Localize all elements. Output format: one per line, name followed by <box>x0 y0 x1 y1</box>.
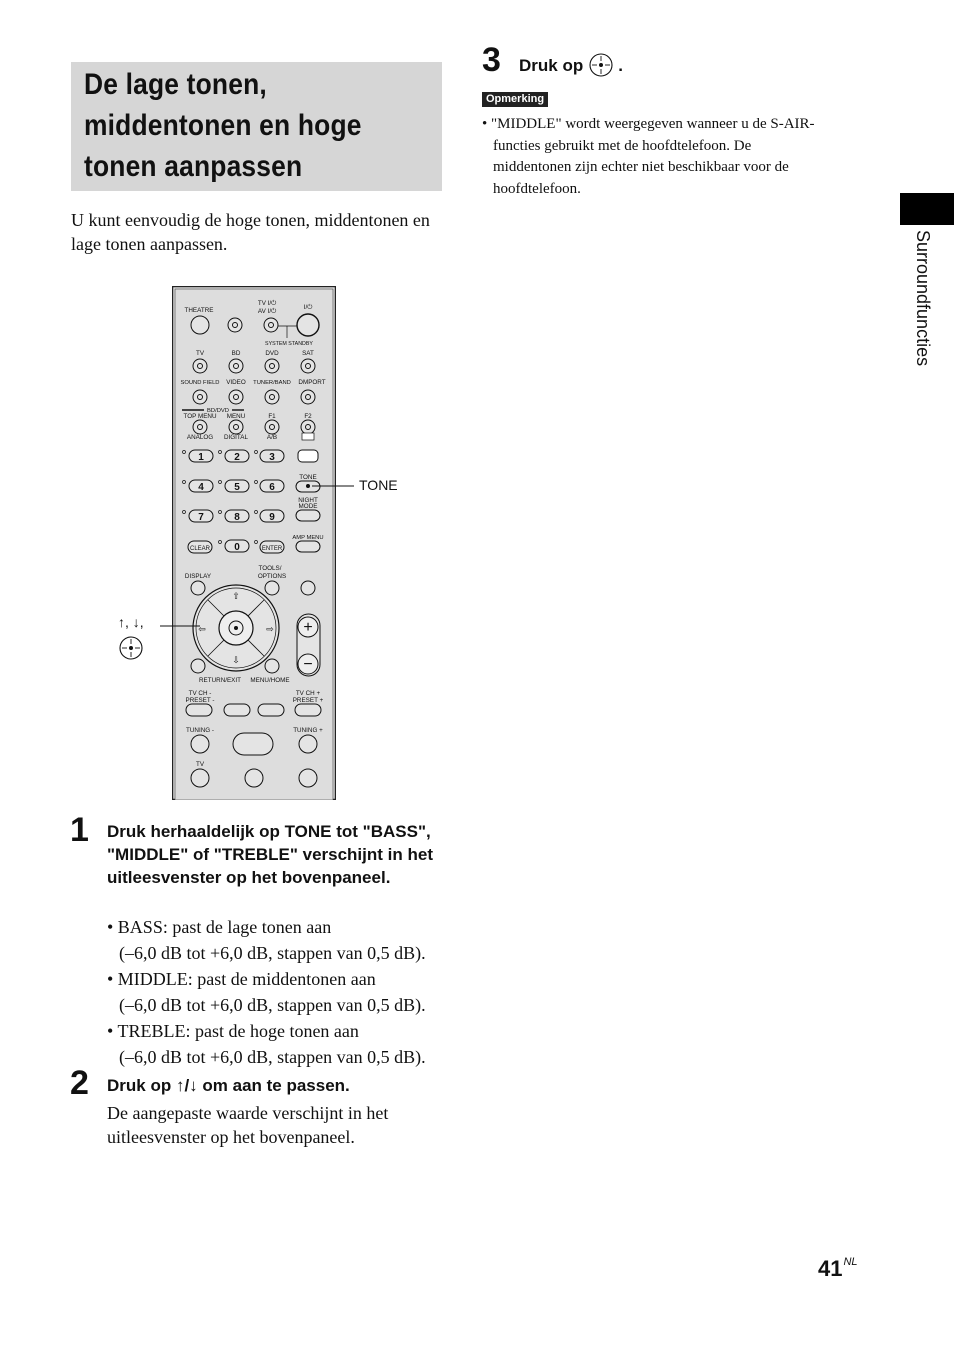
stop-button <box>299 769 317 787</box>
note-line-3: middentonen zijn echter niet beschikbaar voor de <box>493 159 789 175</box>
key-8: 8 <box>234 512 240 523</box>
label-sat: SAT <box>302 350 314 357</box>
bullet-middle-line1: • MIDDLE: past de middentonen aan <box>107 969 376 989</box>
label-tv-bottom: TV <box>195 761 205 768</box>
section-tab-text: Surroundfuncties <box>913 230 933 367</box>
label-tv: TV <box>195 350 205 357</box>
label-tv-power: TV I/⏻ <box>257 300 277 307</box>
label-digital: DIGITAL <box>223 434 249 441</box>
label-f1: F1 <box>268 413 276 420</box>
theatre-button <box>191 316 209 334</box>
label-analog: ANALOG <box>186 434 214 441</box>
f2-button <box>301 420 315 434</box>
page-title <box>84 64 392 187</box>
label-video: VIDEO <box>226 379 246 386</box>
bullet-bass-line1: • BASS: past de lage tonen aan <box>107 917 332 937</box>
key-7: 7 <box>198 512 204 523</box>
play-button <box>233 733 273 755</box>
rewind-button <box>191 735 209 753</box>
tv-mode-button <box>191 769 209 787</box>
label-tuning-minus: TUNING - <box>186 727 214 734</box>
bullet-treble <box>107 1019 467 1069</box>
label-tuning-plus: TUNING + <box>293 727 323 734</box>
bullet-treble-line2: (–6,0 dB tot +6,0 dB, stappen van 0,5 dB). <box>119 1047 426 1067</box>
tone-callout-label: TONE <box>359 477 398 493</box>
note-line-1: • "MIDDLE" wordt weergegeven wanneer u de S-AIR- <box>482 116 815 132</box>
dvd-button <box>265 359 279 373</box>
arrows-callout-label: ↑, ↓, <box>118 614 144 630</box>
step-1-number: 1 <box>70 811 89 849</box>
svg-text:⇧: ⇧ <box>232 591 240 601</box>
key-2: 2 <box>234 452 240 463</box>
label-dmport: DMPORT <box>298 379 326 386</box>
key-clear: CLEAR <box>189 546 211 552</box>
menu-button <box>229 420 243 434</box>
label-tv-ch-plus: TV CH + <box>295 690 321 697</box>
label-top-menu: TOP MENU <box>183 413 217 420</box>
key-9: 9 <box>269 512 275 523</box>
callout-lines <box>148 478 360 668</box>
step-1-heading: Druk herhaaldelijk op TONE tot "BASS", "MIDDLE" of "TREBLE" verschijnt in het uitleesvenster op het bovenpaneel. <box>107 822 433 887</box>
bullet-middle <box>107 967 467 1017</box>
label-menu-home: MENU/HOME <box>250 677 290 684</box>
step-1-bullets <box>107 915 467 1071</box>
svg-text:+: + <box>303 619 313 636</box>
svg-text:⇩: ⇩ <box>232 655 240 665</box>
step-3-text: Druk op <box>519 55 584 75</box>
tv-power-button <box>264 318 278 332</box>
f1-button <box>265 420 279 434</box>
key-4: 4 <box>198 482 204 493</box>
bullet-treble-line1: • TREBLE: past de hoge tonen aan <box>107 1021 359 1041</box>
title-line-3: tonen aanpassen <box>84 150 303 183</box>
step-3-period: . <box>618 55 623 75</box>
label-dvd: DVD <box>265 350 279 357</box>
sat-button <box>301 359 315 373</box>
step-2-heading: Druk op ↑/↓ om aan te passen. <box>107 1076 350 1095</box>
tuner-band-button <box>265 390 279 404</box>
label-power: I/⏻ <box>303 304 313 311</box>
label-theatre: THEATRE <box>184 307 214 314</box>
step-2-number: 2 <box>70 1064 89 1102</box>
enter-circle-icon <box>118 636 146 664</box>
intro-paragraph: U kunt eenvoudig de hoge tonen, middentonen en lage tonen aanpassen. <box>71 210 430 254</box>
sound-field-button <box>193 390 207 404</box>
label-tone: TONE <box>299 474 317 481</box>
svg-text:⇦: ⇦ <box>198 624 206 634</box>
label-amp-menu: AMP MENU <box>292 535 324 541</box>
label-night: NIGHT <box>298 497 318 504</box>
label-return-exit: RETURN/EXIT <box>199 677 241 684</box>
label-system-standby: SYSTEM STANDBY <box>265 341 313 347</box>
fastforward-button <box>299 735 317 753</box>
label-f2: F2 <box>304 413 312 420</box>
input-button <box>228 318 242 332</box>
label-preset-plus: PRESET + <box>292 697 324 704</box>
label-options: OPTIONS <box>257 573 287 580</box>
page-number-suffix: NL <box>843 1256 858 1268</box>
key-6: 6 <box>269 482 275 493</box>
top-menu-button <box>193 420 207 434</box>
note-line-2: functies gebruikt met de hoofdtelefoon. De <box>493 137 752 154</box>
step-3-number: 3 <box>482 41 501 79</box>
label-ab: A/B <box>266 434 278 441</box>
label-menu: MENU <box>226 413 246 420</box>
svg-text:⇨: ⇨ <box>266 624 274 634</box>
note-line-4: hoofdtelefoon. <box>493 180 581 197</box>
label-preset-minus: PRESET - <box>185 697 215 704</box>
tv-button <box>193 359 207 373</box>
label-bd: BD <box>231 350 241 357</box>
enter-button-icon <box>588 52 616 78</box>
key-1: 1 <box>198 452 204 463</box>
label-tuner-band: TUNER/BAND <box>253 380 291 386</box>
label-tools: TOOLS/ <box>258 565 282 572</box>
bullet-bass-line2: (–6,0 dB tot +6,0 dB, stappen van 0,5 dB). <box>119 943 426 963</box>
title-line-2: middentonen en hoge <box>84 109 362 142</box>
label-av-power: AV I/⏻ <box>257 308 277 315</box>
bullet-bass <box>107 915 467 965</box>
label-sound-field: SOUND FIELD <box>180 380 220 386</box>
dmport-button <box>301 390 315 404</box>
label-tv-ch-minus: TV CH - <box>188 690 212 697</box>
pause-button <box>245 769 263 787</box>
title-line-1: De lage tonen, <box>84 68 267 101</box>
video-button <box>229 390 243 404</box>
label-mode: MODE <box>298 503 318 510</box>
page-number <box>818 1256 858 1282</box>
bd-button <box>229 359 243 373</box>
step-3-heading <box>519 52 623 78</box>
page-number-value: 41 <box>818 1256 843 1281</box>
note-text <box>482 114 862 200</box>
key-5: 5 <box>234 482 240 493</box>
label-bd-dvd: BD/DVD <box>207 408 229 414</box>
note-badge: Opmerking <box>482 92 548 107</box>
section-tab-marker <box>900 193 954 225</box>
section-tab-label <box>905 230 935 410</box>
label-display: DISPLAY <box>184 573 212 580</box>
bullet-middle-line2: (–6,0 dB tot +6,0 dB, stappen van 0,5 dB). <box>119 995 426 1015</box>
step-2-body: De aangepaste waarde verschijnt in het uitleesvenster op het bovenpaneel. <box>107 1103 389 1147</box>
svg-text:−: − <box>303 656 313 673</box>
key-0: 0 <box>234 542 240 553</box>
key-enter: ENTER <box>261 546 283 552</box>
power-button <box>297 314 319 336</box>
key-3: 3 <box>269 452 275 463</box>
